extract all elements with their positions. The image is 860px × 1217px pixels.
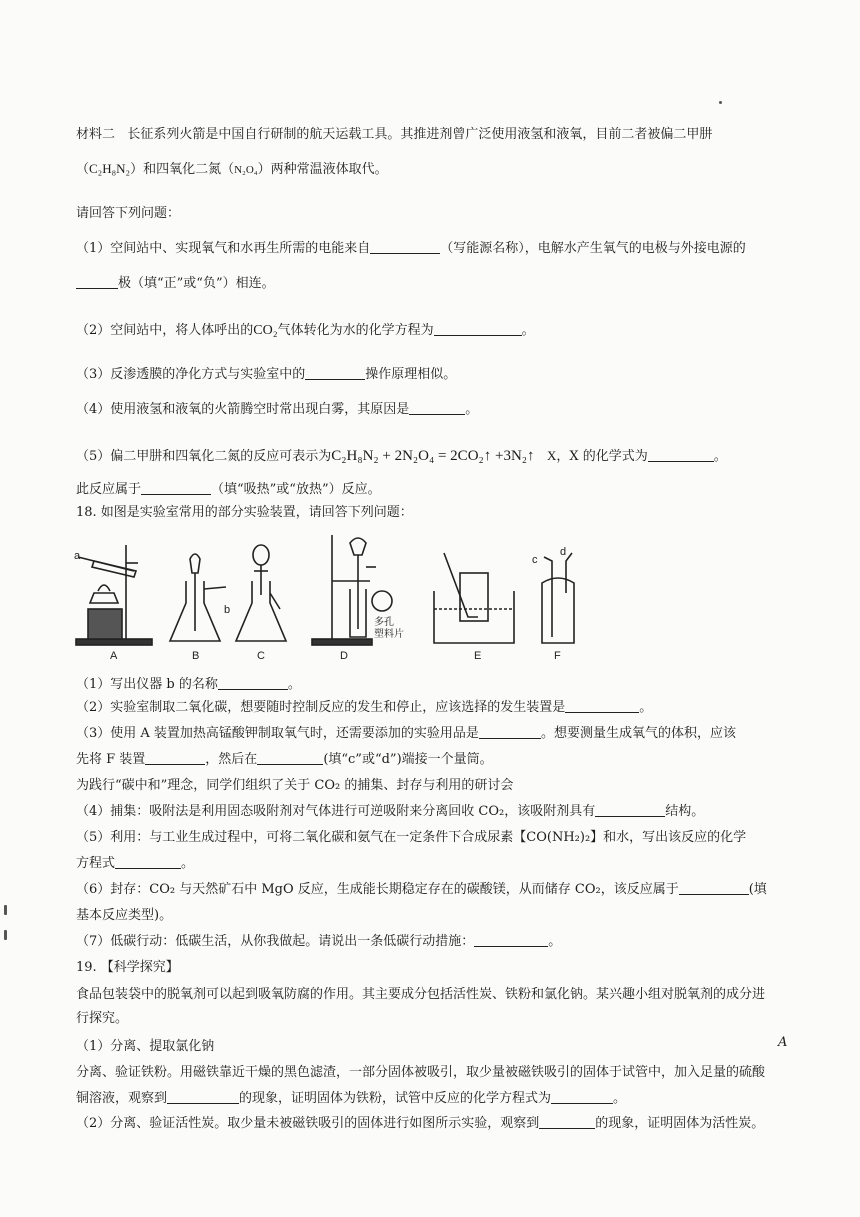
q17-3: （3）反渗透膜的净化方式与实验室中的 操作原理相似。 — [76, 367, 457, 382]
material2-text: 长征系列火箭是中国自行研制的航天运载工具。其推进剂曾广泛使用液氢和液氧，目前二者被偏二甲肼 — [127, 127, 713, 142]
q18-6-line1: （6）封存：CO₂ 与天然矿石中 MgO 反应，生成能长期稳定存在的碳酸镁，从而储存 CO₂，该反应属于 (填 — [76, 882, 767, 897]
q19-intro-line1: 食品包装袋中的脱氧剂可以起到吸氧防腐的作用。其主要成分包括活性炭、铁粉和氯化钠。某兴趣小组对脱氧剂的成分进 — [76, 987, 766, 1002]
q19-1b: 铜溶液，观察到 的现象，证明固体为铁粉，试管中反应的化学方程式为 。 — [76, 1091, 627, 1106]
answer-blank[interactable] — [474, 945, 548, 947]
answer-blank[interactable] — [434, 334, 522, 336]
q17-2: （2）空间站中，将人体呼出的CO₂气体转化为水的化学方程为 。 — [76, 323, 535, 338]
answer-blank[interactable] — [218, 688, 288, 690]
prompt-text: 请回答下列问题： — [76, 206, 181, 221]
apparatus-c — [236, 545, 286, 641]
answer-blank[interactable] — [257, 763, 323, 765]
answer-blank[interactable] — [141, 493, 211, 495]
q18-6-line2: 基本反应类型)。 — [76, 908, 173, 923]
q19-2: （2）分离、验证活性炭。取少量未被磁铁吸引的固体进行如图所示实验，观察到 的现象，证明固体为活性炭。 — [76, 1116, 765, 1131]
apparatus-label-c: C — [257, 650, 265, 662]
q18-5-line2: 方程式 。 — [76, 856, 195, 871]
q17-5-line2: 此反应属于 （填“吸热”或“放热”）反应。 — [76, 482, 381, 497]
answer-blank[interactable] — [551, 1102, 613, 1104]
answer-blank[interactable] — [76, 287, 118, 289]
apparatus-label-a: A — [110, 650, 118, 662]
q17-5-line1: （5）偏二甲肼和四氧化二氮的反应可表示为C₂H₈N₂ + 2N₂O₄ = 2CO₂↑ +3N₂↑ X，X 的化学式为 。 — [76, 448, 727, 464]
q18-2: （2）实验室制取二氧化碳，想要随时控制反应的发生和停止，应该选择的发生装置是 。 — [76, 700, 653, 715]
q18-intro: 为践行“碳中和”理念，同学们组织了关于 CO₂ 的捕集、封存与利用的研讨会 — [76, 778, 514, 793]
apparatus-label-d: D — [340, 650, 348, 662]
apparatus-label-b: B — [192, 650, 200, 662]
answer-blank[interactable] — [539, 1127, 595, 1129]
q19-1a: 分离、验证铁粉。用磁铁靠近干燥的黑色滤渣，一部分固体被吸引，取少量被磁铁吸引的固体于试管中，加入足量的硫酸 — [76, 1065, 766, 1080]
material2-line1 — [76, 128, 712, 141]
apparatus-label-e: E — [474, 650, 482, 662]
q17-4: （4）使用液氢和液氧的火箭腾空时常出现白雾，其原因是 。 — [76, 402, 479, 417]
label-c: c — [532, 554, 538, 566]
answer-blank[interactable] — [595, 815, 665, 817]
formula-co2: CO₂ — [253, 323, 278, 338]
apparatus-f — [542, 553, 574, 643]
q17-1-line2: 极（填“正”或“负”）相连。 — [76, 277, 275, 290]
q18-5-line1: （5）利用：与工业生成过程中，可将二氧化碳和氨气在一定条件下合成尿素【CO(NH₂)₂】和水，写出该反应的化学 — [76, 830, 747, 845]
q18-3-line2: 先将 F 装置 ，然后在 (填“c”或“d”)端接一个量筒。 — [76, 752, 493, 767]
answer-blank[interactable] — [679, 893, 749, 895]
reaction-equation: C₂H₈N₂ + 2N₂O₄ = 2CO₂↑ +3N₂↑ — [331, 448, 535, 464]
answer-blank[interactable] — [648, 460, 714, 462]
unknown-x: X — [546, 448, 557, 463]
margin-mark: A — [778, 1035, 788, 1050]
answer-blank[interactable] — [167, 1102, 239, 1104]
apparatus-label-f: F — [554, 650, 561, 662]
label-porous: 多孔 — [374, 617, 394, 628]
answer-blank[interactable] — [479, 737, 541, 739]
q18-title: 18. 如图是实验室常用的部分实验装置，请回答下列问题： — [76, 505, 413, 520]
answer-blank[interactable] — [565, 711, 639, 713]
q18-1: （1）写出仪器 b 的名称 。 — [76, 677, 301, 692]
label-a: a — [74, 550, 81, 562]
label-plate: 塑料片 — [374, 629, 404, 640]
material2-line2: （C₂H₈N₂）和四氧化二氮（N₂O₄）两种常温液体取代。 — [76, 161, 388, 177]
scan-speck — [4, 905, 7, 915]
apparatus-a — [76, 545, 152, 645]
answer-blank[interactable] — [115, 867, 181, 869]
answer-blank[interactable] — [305, 378, 365, 380]
answer-blank[interactable] — [145, 763, 205, 765]
apparatus-e — [434, 553, 514, 643]
q19-title: 19. 【科学探究】 — [76, 960, 179, 975]
label-b: b — [224, 604, 231, 616]
q18-4: （4）捕集：吸附法是利用固态吸附剂对气体进行可逆吸附来分离回收 CO₂，该吸附剂具有 结构。 — [76, 804, 705, 819]
q18-3-line1: （3）使用 A 装置加热高锰酸钾制取氧气时，还需要添加的实验用品是 。想要测量生成氧气的体积，应该 — [76, 726, 736, 741]
material2-heading: 材料二 — [76, 127, 116, 142]
q19-intro-line2: 行探究。 — [76, 1011, 129, 1026]
scan-speck — [719, 101, 722, 104]
apparatus-figure — [74, 533, 594, 663]
q19-1: （1）分离、提取氯化钠 — [76, 1039, 215, 1054]
formula-n2o4: N₂O₄ — [234, 164, 258, 176]
q17-1-line1: （1）空间站中、实现氧气和水再生所需的电能来自 （写能源名称），电解水产生氧气的电极与外接电源的 — [76, 241, 746, 256]
q18-7: （7）低碳行动：低碳生活，从你我做起。请说出一条低碳行动措施： 。 — [76, 934, 562, 949]
label-d: d — [560, 546, 567, 558]
formula-c2h8n2: C₂H₈N₂ — [89, 161, 131, 176]
answer-blank[interactable] — [370, 252, 440, 254]
scan-speck — [4, 930, 7, 940]
apparatus-b — [170, 554, 226, 641]
answer-blank[interactable] — [409, 413, 465, 415]
